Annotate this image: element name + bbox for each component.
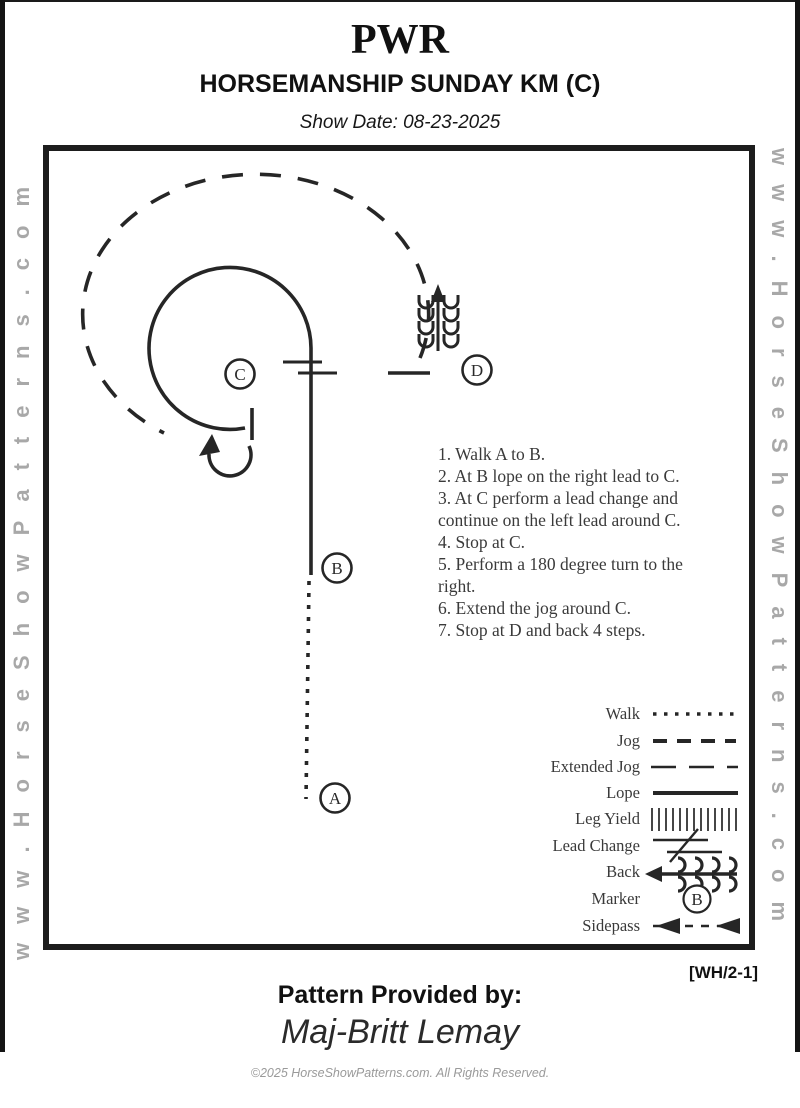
- legend-label-sidepass: Sidepass: [582, 916, 640, 935]
- page-title: PWR: [351, 17, 449, 63]
- svg-text:B: B: [691, 890, 703, 909]
- top-edge-line: [0, 0, 800, 2]
- instruction-line: 1. Walk A to B.: [438, 444, 546, 464]
- instruction-line: right.: [438, 576, 476, 596]
- legend-label-walk: Walk: [605, 704, 640, 723]
- provider-name: Maj-Britt Lemay: [280, 1013, 520, 1051]
- instruction-line: 2. At B lope on the right lead to C.: [438, 466, 680, 486]
- marker-d: [463, 356, 492, 385]
- jog-circle-path: [83, 174, 429, 433]
- pattern-box: [43, 145, 755, 950]
- provided-by-label: Pattern Provided by:: [277, 981, 523, 1009]
- legend-symbols: [645, 714, 740, 934]
- instructions-list: [438, 443, 738, 641]
- legend-label-lead-change: Lead Change: [552, 836, 640, 855]
- instruction-line: continue on the left lead around C.: [438, 510, 681, 530]
- legend-sidepass-symbol: [653, 918, 740, 934]
- pattern-code: [WH/2-1]: [689, 963, 758, 982]
- walk-line: [306, 581, 309, 799]
- instruction-line: 4. Stop at C.: [438, 532, 526, 552]
- watermark-right: www.HorseShowPatterns.com: [767, 148, 792, 941]
- legend-marker-symbol: [684, 886, 711, 913]
- legend-leg-yield-symbol: [652, 808, 736, 831]
- instruction-line: 6. Extend the jog around C.: [438, 598, 631, 618]
- svg-text:C: C: [234, 365, 246, 384]
- right-edge-strip: [795, 0, 800, 1052]
- legend-label-lope: Lope: [606, 783, 640, 802]
- instruction-line: 3. At C perform a lead change and: [438, 488, 679, 508]
- instruction-line: 5. Perform a 180 degree turn to the: [438, 554, 683, 574]
- svg-text:A: A: [328, 789, 342, 808]
- legend-lead-change-symbol: [653, 829, 722, 862]
- legend-label-extended-jog: Extended Jog: [550, 757, 640, 776]
- marker-c: [226, 360, 255, 389]
- show-date: Show Date: 08-23-2025: [299, 112, 501, 133]
- marker-b: [323, 554, 352, 583]
- copyright-text: ©2025 HorseShowPatterns.com. All Rights Reserved.: [250, 1066, 550, 1080]
- lope-circle-path: [149, 267, 311, 429]
- legend-label-marker: Marker: [591, 889, 640, 908]
- legend-label-leg-yield: Leg Yield: [575, 809, 640, 828]
- svg-text:B: B: [331, 559, 343, 578]
- legend-label-back: Back: [606, 862, 640, 881]
- marker-a: [321, 784, 350, 813]
- page-subtitle: HORSEMANSHIP SUNDAY KM (C): [199, 70, 601, 98]
- legend-label-jog: Jog: [617, 731, 640, 750]
- instruction-line: 7. Stop at D and back 4 steps.: [438, 620, 646, 640]
- left-edge-strip: [0, 0, 5, 1052]
- watermark-left: www.HorseShowPatterns.com: [9, 167, 34, 960]
- turn-arrow-icon: [199, 434, 251, 476]
- svg-text:D: D: [470, 361, 484, 380]
